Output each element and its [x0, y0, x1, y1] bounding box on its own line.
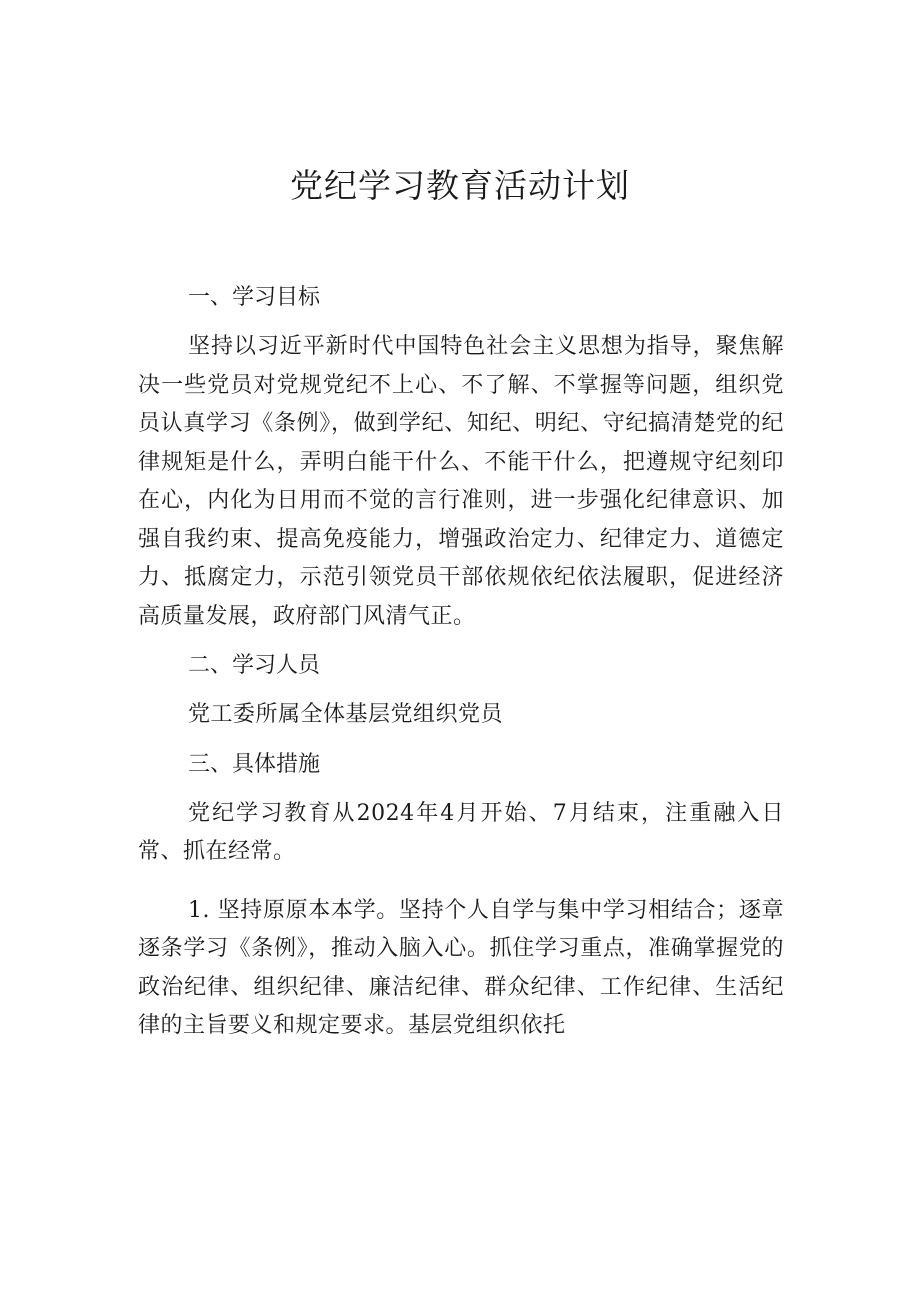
document-title: 党纪学习教育活动计划: [290, 166, 630, 205]
section-heading-people: 二、学习人员: [188, 653, 321, 678]
measure-1-paragraph: 1. 坚持原原本本学。坚持个人自学与集中学习相结合；逐章逐条学习《条例》，推动入脑入心。抓住学习重点，准确掌握党的政治纪律、组织纪律、廉洁纪律、群众纪律、工作纪律、生活纪律的主旨要义和规定要求。基层党组织依托: [138, 897, 784, 1038]
measures-intro-paragraph: 党纪学习教育从2024年4月开始、7月结束，注重融入日常、抓在经常。: [138, 800, 784, 864]
document-body: [138, 280, 784, 1058]
section-heading-measures: 三、具体措施: [188, 751, 321, 777]
section-heading-goal: 一、学习目标: [188, 285, 321, 310]
goal-paragraph: 坚持以习近平新时代中国特色社会主义思想为指导，聚焦解决一些党员对党规党纪不上心、不了解、不掌握等问题，组织党员认真学习《条例》，做到学纪、知纪、明纪、守纪搞清楚党的纪律规矩是什么，弄明白能干什么、不能干什么，把遵规守纪刻印在心，内化为日用而不觉的言行准则，进一步强化纪律意识、加强自我约束、提高免疫能力，增强政治定力、纪律定力、道德定力、抵腐定力，示范引领党员干部依规依纪依法履职，促进经济高质量发展，政府部门风清气正。: [138, 334, 784, 629]
people-paragraph: 党工委所属全体基层党组织党员: [188, 702, 504, 727]
